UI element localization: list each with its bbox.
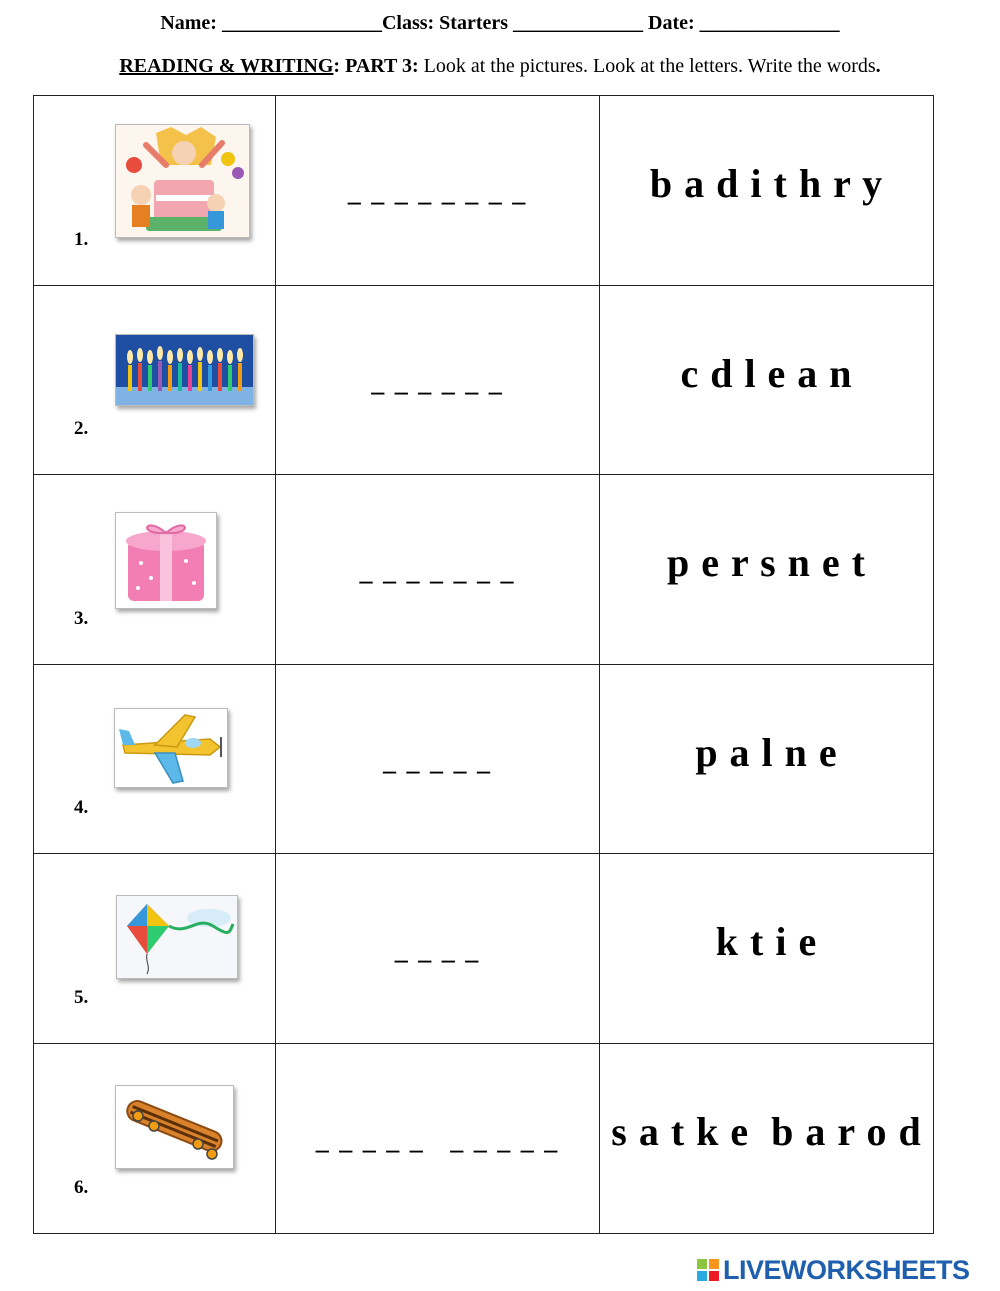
letters-cell	[600, 285, 934, 475]
name-class-date-line: Name: ________________Class: Starters _____________ Date: ______________	[160, 12, 840, 34]
answer-blanks[interactable]: _ _ _ _ _ _	[371, 367, 504, 397]
letters-cell	[600, 475, 934, 665]
picture-cell	[34, 475, 276, 665]
answer-cell[interactable]	[276, 96, 600, 286]
answer-cell[interactable]	[276, 854, 600, 1044]
part-label: READING & WRITING	[119, 55, 334, 77]
scrambled-letters: p a l n e	[695, 729, 838, 775]
table-row	[34, 1043, 934, 1233]
scrambled-letters: k t i e	[715, 919, 818, 965]
answer-blanks[interactable]: _ _ _ _ _ _ _ _	[347, 178, 528, 207]
letters-cell	[600, 1043, 934, 1233]
birthday-party-icon	[115, 124, 250, 238]
letters-cell	[600, 96, 934, 286]
plane-icon	[114, 708, 228, 788]
instruction-text: Look at the pictures. Look at the letters. Write the words	[418, 55, 876, 77]
answer-cell[interactable]	[276, 475, 600, 665]
item-number: 4.	[74, 797, 89, 819]
picture-cell	[34, 285, 276, 475]
logo-text: LIVEWORKSHEETS	[723, 1254, 970, 1285]
picture-cell	[34, 96, 276, 286]
item-number: 5.	[74, 986, 89, 1008]
item-number: 1.	[74, 228, 89, 250]
table-row	[34, 475, 934, 665]
answer-blanks[interactable]: _ _ _ _ _	[383, 746, 492, 776]
worksheet-table	[33, 95, 934, 1234]
answer-cell[interactable]	[276, 664, 600, 854]
table-row	[34, 854, 934, 1044]
answer-cell[interactable]	[276, 285, 600, 475]
item-number: 6.	[74, 1176, 89, 1198]
candles-icon	[115, 334, 254, 406]
scrambled-letters: c d l e a n	[680, 350, 853, 396]
instructions-line: READING & WRITING: PART 3: Look at the pictures. Look at the letters. Write the words.	[119, 55, 881, 77]
skateboard-icon	[115, 1085, 234, 1169]
letters-cell	[600, 854, 934, 1044]
answer-blanks[interactable]: _ _ _ _	[394, 936, 481, 966]
answer-cell[interactable]	[276, 1043, 600, 1233]
letters-cell	[600, 664, 934, 854]
picture-cell	[34, 854, 276, 1044]
present-box-icon	[115, 512, 217, 609]
table-row	[34, 664, 934, 854]
scrambled-letters: b a d i t h r y	[649, 161, 884, 206]
part-number: : PART 3:	[333, 55, 419, 77]
scrambled-letters: p e r s n e t	[667, 540, 866, 586]
answer-blanks[interactable]: _ _ _ _ _ _ _ _ _ _	[315, 1125, 560, 1155]
scrambled-letters: s a t k e b a r o d	[611, 1108, 922, 1154]
picture-cell	[34, 1043, 276, 1233]
item-number: 2.	[74, 418, 89, 440]
table-row	[34, 96, 934, 286]
item-number: 3.	[74, 607, 89, 629]
answer-blanks[interactable]: _ _ _ _ _ _ _	[359, 557, 516, 587]
table-row	[34, 285, 934, 475]
liveworksheets-logo	[697, 1253, 970, 1287]
logo-squares-icon	[697, 1259, 719, 1281]
kite-icon	[116, 895, 238, 979]
picture-cell	[34, 664, 276, 854]
